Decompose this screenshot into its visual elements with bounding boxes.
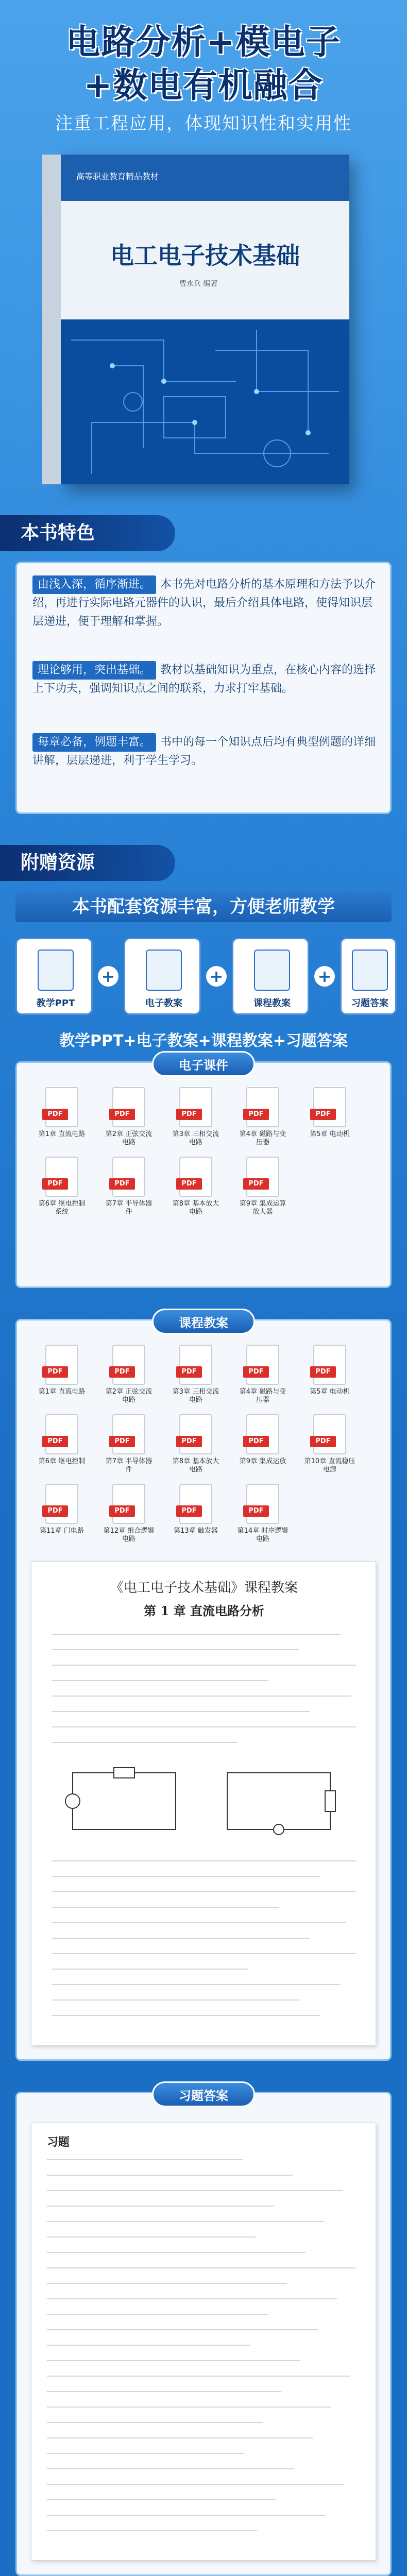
pdf-file <box>237 1087 289 1149</box>
lesson-doc-title: 《电工电子技术基础》课程教案 <box>110 1580 298 1596</box>
features-heading: 本书特色 <box>0 515 175 551</box>
pdf-file <box>170 1157 222 1218</box>
document-icon <box>146 950 182 991</box>
pdf-icon: PDF <box>246 1087 279 1127</box>
pdf-icon: PDF <box>179 1414 212 1454</box>
resource-ppt-label: 教学PPT <box>36 998 75 1009</box>
lesson-doc-preview <box>31 1561 376 2045</box>
pdf-file <box>36 1157 88 1218</box>
feature-tag-2: 理论够用，突出基础。 <box>32 661 156 680</box>
pdf-icon: PDF <box>179 1484 212 1524</box>
pdf-file-name: 第13章 触发器 <box>174 1527 218 1535</box>
pdf-file <box>36 1087 88 1149</box>
features-panel <box>15 562 392 814</box>
circuit-diagram-icon <box>217 1762 341 1840</box>
pdf-file <box>237 1484 289 1546</box>
ppt-icon <box>38 950 74 991</box>
cover-band-text: 高等职业教育精品教材 <box>76 172 159 181</box>
pdf-file <box>237 1345 289 1406</box>
feature-text-1: 本书先对电路分析的基本原理和方法予以介绍，再进行实际电路元器件的认识，最后介绍具体电路，使得知识层层递进，便于理解和掌握。 <box>32 578 376 628</box>
resource-course-plan <box>232 938 309 1015</box>
pdf-file-name: 第7章 半导体器件 <box>105 1458 152 1473</box>
resource-lesson-plan <box>124 938 201 1015</box>
answers-doc-preview <box>31 2123 376 2561</box>
pdf-file <box>103 1345 155 1406</box>
feature-tag-1: 由浅入深，循序渐进。 <box>32 575 156 594</box>
hero-title-line2: +数电有机融合 <box>83 65 324 105</box>
resource-lesson-plan-label: 电子教案 <box>145 998 182 1009</box>
pdf-icon: PDF <box>313 1087 346 1127</box>
document-icon <box>254 950 290 991</box>
pdf-icon: PDF <box>246 1345 279 1385</box>
pdf-file-name: 第11章 门电路 <box>40 1527 84 1535</box>
pdf-file <box>103 1484 155 1546</box>
hero-title-line1: 电路分析+模电子 <box>66 22 341 62</box>
pdf-file-name: 第8章 基本放大电路 <box>172 1200 219 1216</box>
pdf-file-name: 第4章 磁路与变压器 <box>239 1388 286 1404</box>
pdf-file-name: 第14章 时序逻辑电路 <box>237 1527 289 1543</box>
pdf-file <box>36 1484 88 1546</box>
plus-icon: + <box>314 966 335 987</box>
pdf-file <box>103 1087 155 1149</box>
pdf-file <box>304 1087 355 1149</box>
pdf-file <box>237 1414 289 1476</box>
pdf-icon: PDF <box>112 1345 145 1385</box>
pdf-icon: PDF <box>45 1345 78 1385</box>
tab-answers: 习题答案 <box>152 2081 255 2107</box>
resource-answers <box>340 938 397 1015</box>
pdf-icon: PDF <box>45 1157 78 1197</box>
feature-item-2 <box>32 661 383 698</box>
pdf-file <box>36 1345 88 1406</box>
tab-ppt: 电子课件 <box>152 1051 255 1077</box>
pdf-file-name: 第6章 继电控制 <box>38 1458 86 1465</box>
pdf-file <box>36 1414 88 1476</box>
resources-heading: 附赠资源 <box>0 845 175 881</box>
circuit-diagram-icon <box>62 1762 186 1840</box>
book-spine <box>42 155 61 484</box>
pdf-icon: PDF <box>45 1414 78 1454</box>
pdf-file-name: 第2章 正弦交流电路 <box>105 1388 152 1404</box>
pdf-icon: PDF <box>179 1345 212 1385</box>
pdf-icon: PDF <box>112 1484 145 1524</box>
pdf-file-name: 第7章 半导体器件 <box>105 1200 152 1216</box>
answers-icon <box>352 950 388 991</box>
pdf-file-name: 第8章 基本放大电路 <box>172 1458 219 1473</box>
pdf-file <box>170 1414 222 1476</box>
book-cover <box>61 155 349 484</box>
pdf-file <box>103 1157 155 1218</box>
pdf-file-name: 第10章 直流稳压电源 <box>304 1458 355 1473</box>
pdf-file-name: 第6章 继电控制系统 <box>38 1200 86 1216</box>
answers-doc-title: 习题 <box>47 2136 70 2149</box>
pdf-file-name: 第3章 三相交流电路 <box>172 1130 219 1146</box>
plus-icon: + <box>206 966 227 987</box>
pdf-file-name: 第9章 集成运放 <box>239 1458 286 1465</box>
cover-title: 电工电子技术基础 <box>110 242 300 269</box>
pdf-icon: PDF <box>313 1345 346 1385</box>
pdf-icon: PDF <box>45 1087 78 1127</box>
pdf-file <box>170 1087 222 1149</box>
pdf-file-name: 第3章 三相交流电路 <box>172 1388 219 1404</box>
hero-subtitle: 注重工程应用，体现知识性和实用性 <box>55 113 352 134</box>
pdf-file <box>170 1345 222 1406</box>
pdf-icon: PDF <box>112 1414 145 1454</box>
pdf-icon: PDF <box>313 1414 346 1454</box>
resource-ppt <box>15 938 93 1015</box>
pdf-file-name: 第5章 电动机 <box>310 1130 350 1138</box>
cover-circuit-art <box>61 319 349 484</box>
pdf-file-name: 第2章 正弦交流电路 <box>105 1130 152 1146</box>
lesson-doc-chapter: 第 1 章 直流电路分析 <box>144 1603 264 1618</box>
feature-tag-3: 每章必备，例题丰富。 <box>32 733 156 752</box>
pdf-file <box>304 1345 355 1406</box>
cover-authors: 曹永兵 编著 <box>179 280 218 288</box>
tab-lesson: 课程教案 <box>152 1309 255 1334</box>
feature-item-3 <box>32 733 383 770</box>
circuit-pattern-icon <box>61 319 349 484</box>
pdf-file-name: 第5章 电动机 <box>310 1388 350 1396</box>
pdf-file <box>304 1414 355 1476</box>
pdf-file-name: 第1章 直流电路 <box>38 1388 86 1396</box>
resource-course-plan-label: 课程教案 <box>253 998 291 1009</box>
feature-text-3: 书中的每一个知识点后均有典型例题的详细讲解，层层递进，利于学生学习。 <box>32 736 376 767</box>
pdf-file-name: 第4章 磁路与变压器 <box>239 1130 286 1146</box>
feature-item-1 <box>32 575 383 631</box>
pdf-file-name: 第1章 直流电路 <box>38 1130 86 1138</box>
resources-banner: 本书配套资源丰富，方便老师教学 <box>15 891 392 922</box>
pdf-file <box>103 1414 155 1476</box>
plus-icon: + <box>98 966 118 987</box>
pdf-icon: PDF <box>179 1087 212 1127</box>
pdf-file <box>237 1157 289 1218</box>
pdf-file-name: 第9章 集成运算放大器 <box>239 1200 286 1216</box>
feature-text-2: 教材以基础知识为重点，在核心内容的选择上下功夫，强调知识点之间的联系，力求打牢基础。 <box>32 664 376 695</box>
pdf-file-name: 第12章 组合逻辑电路 <box>103 1527 155 1543</box>
pdf-icon: PDF <box>112 1087 145 1127</box>
pdf-icon: PDF <box>45 1484 78 1524</box>
pdf-icon: PDF <box>246 1414 279 1454</box>
pdf-icon: PDF <box>179 1157 212 1197</box>
resources-caption: 教学PPT+电子教案+课程教案+习题答案 <box>59 1032 348 1050</box>
pdf-icon: PDF <box>246 1484 279 1524</box>
pdf-file <box>170 1484 222 1546</box>
cover-band <box>61 155 349 201</box>
resource-answers-label: 习题答案 <box>351 998 388 1009</box>
pdf-icon: PDF <box>112 1157 145 1197</box>
pdf-icon: PDF <box>246 1157 279 1197</box>
